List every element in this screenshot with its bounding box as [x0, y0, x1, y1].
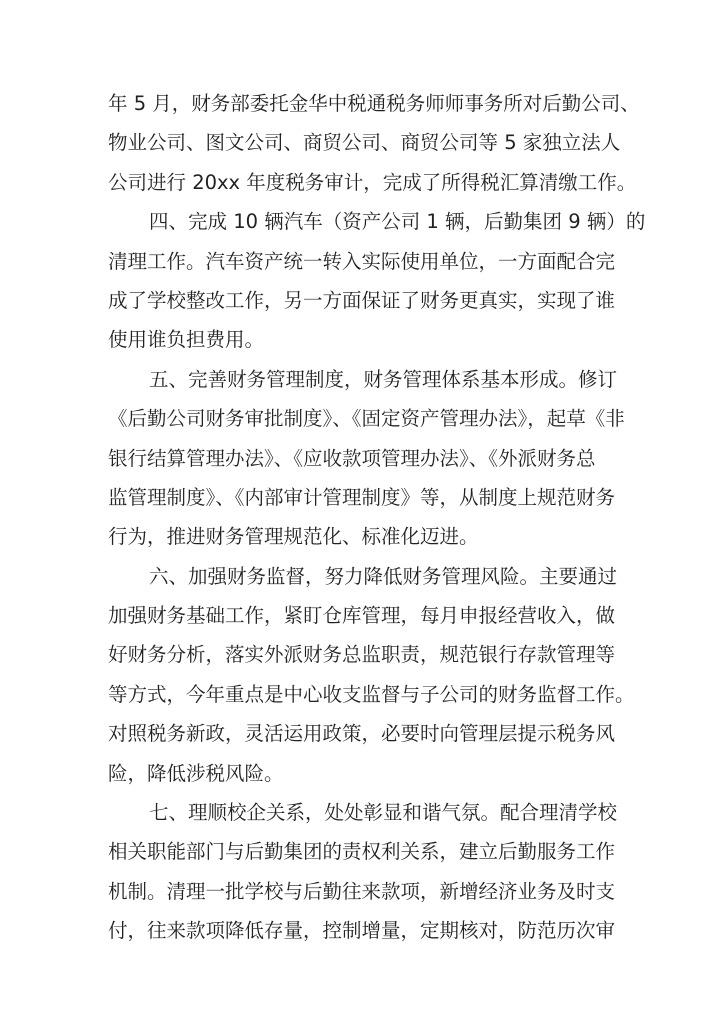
text-line: 相关职能部门与后勤集团的责权利关系，建立后勤服务工作	[108, 840, 616, 864]
paragraph-first-line: 七、理顺校企关系，处处彰显和谐气氛。配合理清学校	[149, 801, 618, 825]
text-line: 使用谁负担费用。	[108, 328, 265, 352]
text-line: 对照税务新政，灵活运用政策，必要时向管理层提示税务风	[108, 722, 616, 746]
text-line: 好财务分析，落实外派财务总监职责，规范银行存款管理等	[108, 643, 616, 667]
paragraph-first-line: 五、完善财务管理制度，财务管理体系基本形成。修订	[149, 367, 618, 391]
document-body	[108, 84, 646, 951]
text-line: 公司进行 20xx 年度税务审计，完成了所得税汇算清缴工作。	[108, 170, 637, 194]
text-line: 银行结算管理办法》、《应收款项管理办法》、《外派财务总	[108, 446, 596, 470]
text-line: 等方式，今年重点是中心收支监督与子公司的财务监督工作。	[108, 682, 635, 706]
text-line: 物业公司、图文公司、商贸公司、商贸公司等 5 家独立法人	[108, 131, 621, 155]
text-line: 机制。清理一批学校与后勤往来款项，新增经济业务及时支	[108, 879, 616, 903]
text-line: 监管理制度》、《内部审计管理制度》等，从制度上规范财务	[108, 485, 616, 509]
text-line: 清理工作。汽车资产统一转入实际使用单位，一方面配合完	[108, 249, 616, 273]
text-line: 成了学校整改工作，另一方面保证了财务更真实，实现了谁	[108, 288, 616, 312]
text-line: 年 5 月，财务部委托金华中税通税务师师事务所对后勤公司、	[108, 92, 640, 115]
paragraph-first-line: 六、加强财务监督，努力降低财务管理风险。主要通过	[149, 564, 618, 588]
text-line: 加强财务基础工作，紧盯仓库管理，每月申报经营收入，做	[108, 604, 616, 628]
text-line: 行为，推进财务管理规范化、标准化迈进。	[108, 525, 479, 549]
text-line: 付，往来款项降低存量，控制增量，定期核对，防范历次审	[108, 919, 616, 943]
text-line: 《后勤公司财务审批制度》、《固定资产管理办法》，起草《非	[108, 407, 625, 431]
text-line: 险，降低涉税风险。	[108, 761, 284, 785]
paragraph-first-line: 四、完成 10 辆汽车（资产公司 1 辆，后勤集团 9 辆）的	[149, 210, 646, 234]
